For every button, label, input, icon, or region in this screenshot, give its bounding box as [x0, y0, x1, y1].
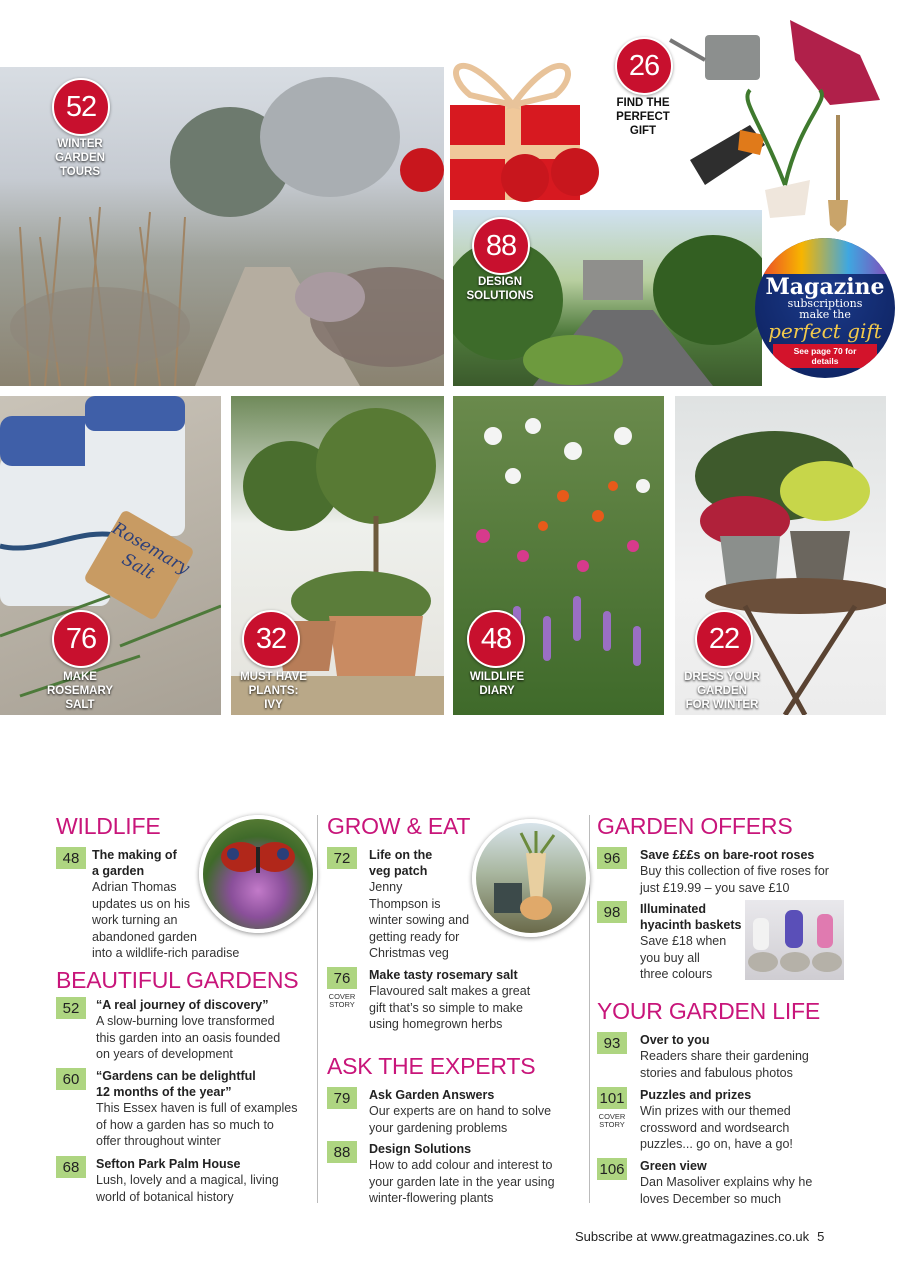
feature-badge-22: 22: [695, 610, 753, 668]
page-number: 72: [327, 847, 357, 869]
feature-caption-winter-dress: DRESS YOUR GARDEN FOR WINTER: [684, 671, 760, 711]
hyacinth-baskets-photo: [745, 900, 844, 980]
page-number: 106: [597, 1158, 627, 1180]
feature-badge-26: 26: [615, 37, 673, 95]
entry-title: “A real journey of discovery”: [96, 998, 269, 1012]
page-number: 60: [56, 1068, 86, 1090]
page-number: 48: [56, 847, 86, 869]
promo-title: Magazine: [765, 274, 885, 300]
feature-badge-52: 52: [52, 78, 110, 136]
wildlife-flowers-photo: [453, 396, 664, 715]
page-number: 101: [597, 1087, 627, 1109]
feature-caption-winter-tours: WINTER GARDEN TOURS: [55, 138, 105, 178]
feature-caption-rosemary: MAKE ROSEMARY SALT: [46, 671, 114, 711]
section-heading-your-garden-life: YOUR GARDEN LIFE: [597, 998, 821, 1024]
feature-caption-gift: FIND THE PERFECT GIFT: [616, 97, 670, 137]
page-number: 98: [597, 901, 627, 923]
page-number: 79: [327, 1087, 357, 1109]
page-number: 96: [597, 847, 627, 869]
entry-description: Dan Masoliver explains why he loves December so much: [640, 1175, 813, 1206]
feature-caption-design: DESIGN SOLUTIONS: [466, 276, 534, 302]
entry-description: A slow-burning love transformed this garden into an oasis founded on years of development: [96, 1014, 281, 1061]
butterfly-photo: [199, 815, 317, 933]
ivy-topiary-photo: [231, 396, 444, 715]
section-heading-garden-offers: GARDEN OFFERS: [597, 813, 793, 839]
entry-description: Jenny Thompson is winter sowing and getting ready for Christmas veg: [369, 880, 470, 960]
entry-description: Buy this collection of five roses for just £19.99 – you save £10: [640, 864, 829, 895]
entry-description: Readers share their gardening stories and fabulous photos: [640, 1049, 809, 1080]
entry-title: “Gardens can be delightful 12 months of the year”: [96, 1069, 256, 1099]
entry-title: Illuminated hyacinth baskets: [640, 902, 742, 932]
entry-title: Sefton Park Palm House: [96, 1157, 241, 1171]
entry-description: This Essex haven is full of examples of how a garden has so much to offer throughout winter: [96, 1101, 298, 1148]
promo-line1: subscriptions: [787, 297, 863, 310]
entry-title: Save £££s on bare-root roses: [640, 848, 815, 862]
entry-title: The making of a garden: [92, 848, 177, 878]
entry-description: Flavoured salt makes a great gift that’s so simple to make using homegrown herbs: [369, 984, 531, 1031]
entry-description: Adrian Thomas updates us on his work turning an abandoned garden into a wildlife-rich paradise: [92, 880, 240, 960]
jar-label-tag: Rosemary Salt: [83, 509, 195, 621]
promo-cta: See page 70 for details: [773, 344, 877, 368]
subscription-promo[interactable]: [755, 238, 895, 378]
entry-title: Make tasty rosemary salt: [369, 968, 518, 982]
feature-badge-76: 76: [52, 610, 110, 668]
cover-story-tag: COVER STORY: [328, 992, 356, 1009]
entry-description: How to add colour and interest to your garden late in the year using winter-flowering plants: [369, 1158, 555, 1205]
entry-description: Lush, lovely and a magical, living world of botanical history: [96, 1173, 279, 1204]
page-number: 68: [56, 1156, 86, 1178]
promo-line3: perfect gift: [768, 319, 882, 343]
page-footer: [575, 1229, 824, 1244]
entry-description: Save £18 when you buy all three colours: [640, 934, 727, 981]
rosemary-salt-photo: [0, 396, 221, 715]
section-heading-ask-experts: ASK THE EXPERTS: [327, 1053, 536, 1079]
page-number: 88: [327, 1141, 357, 1163]
page-number: 52: [56, 997, 86, 1019]
section-heading-wildlife: WILDLIFE: [56, 813, 161, 839]
entry-title: Over to you: [640, 1033, 710, 1047]
page-number-footer: 5: [817, 1229, 825, 1244]
feature-caption-wildlife: WILDLIFE DIARY: [469, 671, 525, 697]
feature-caption-ivy: MUST HAVE PLANTS: IVY: [240, 671, 307, 711]
promo-line2: make the: [799, 308, 851, 321]
entry-title: Life on the veg patch: [369, 848, 433, 878]
entry-title: Ask Garden Answers: [369, 1088, 495, 1102]
entry-title: Design Solutions: [369, 1142, 472, 1156]
parsnip-harvest-photo: [472, 819, 590, 937]
entry-title: Puzzles and prizes: [640, 1088, 752, 1102]
section-heading-grow-eat: GROW & EAT: [327, 813, 471, 839]
feature-badge-48: 48: [467, 610, 525, 668]
subscribe-link[interactable]: Subscribe at www.greatmagazines.co.uk: [575, 1229, 810, 1244]
cover-story-tag: COVER STORY: [598, 1112, 626, 1129]
winter-containers-photo: [675, 396, 886, 715]
feature-badge-32: 32: [242, 610, 300, 668]
page-number: 93: [597, 1032, 627, 1054]
entry-description: Our experts are on hand to solve your gardening problems: [369, 1104, 552, 1135]
entry-description: Win prizes with our themed crossword and wordsearch puzzles... go on, have a go!: [640, 1104, 793, 1151]
page-number: 76: [327, 967, 357, 989]
entry-title: Green view: [640, 1159, 707, 1173]
column-divider-1: [317, 815, 318, 1203]
section-heading-beautiful-gardens: BEAUTIFUL GARDENS: [56, 967, 299, 993]
feature-badge-88: 88: [472, 217, 530, 275]
